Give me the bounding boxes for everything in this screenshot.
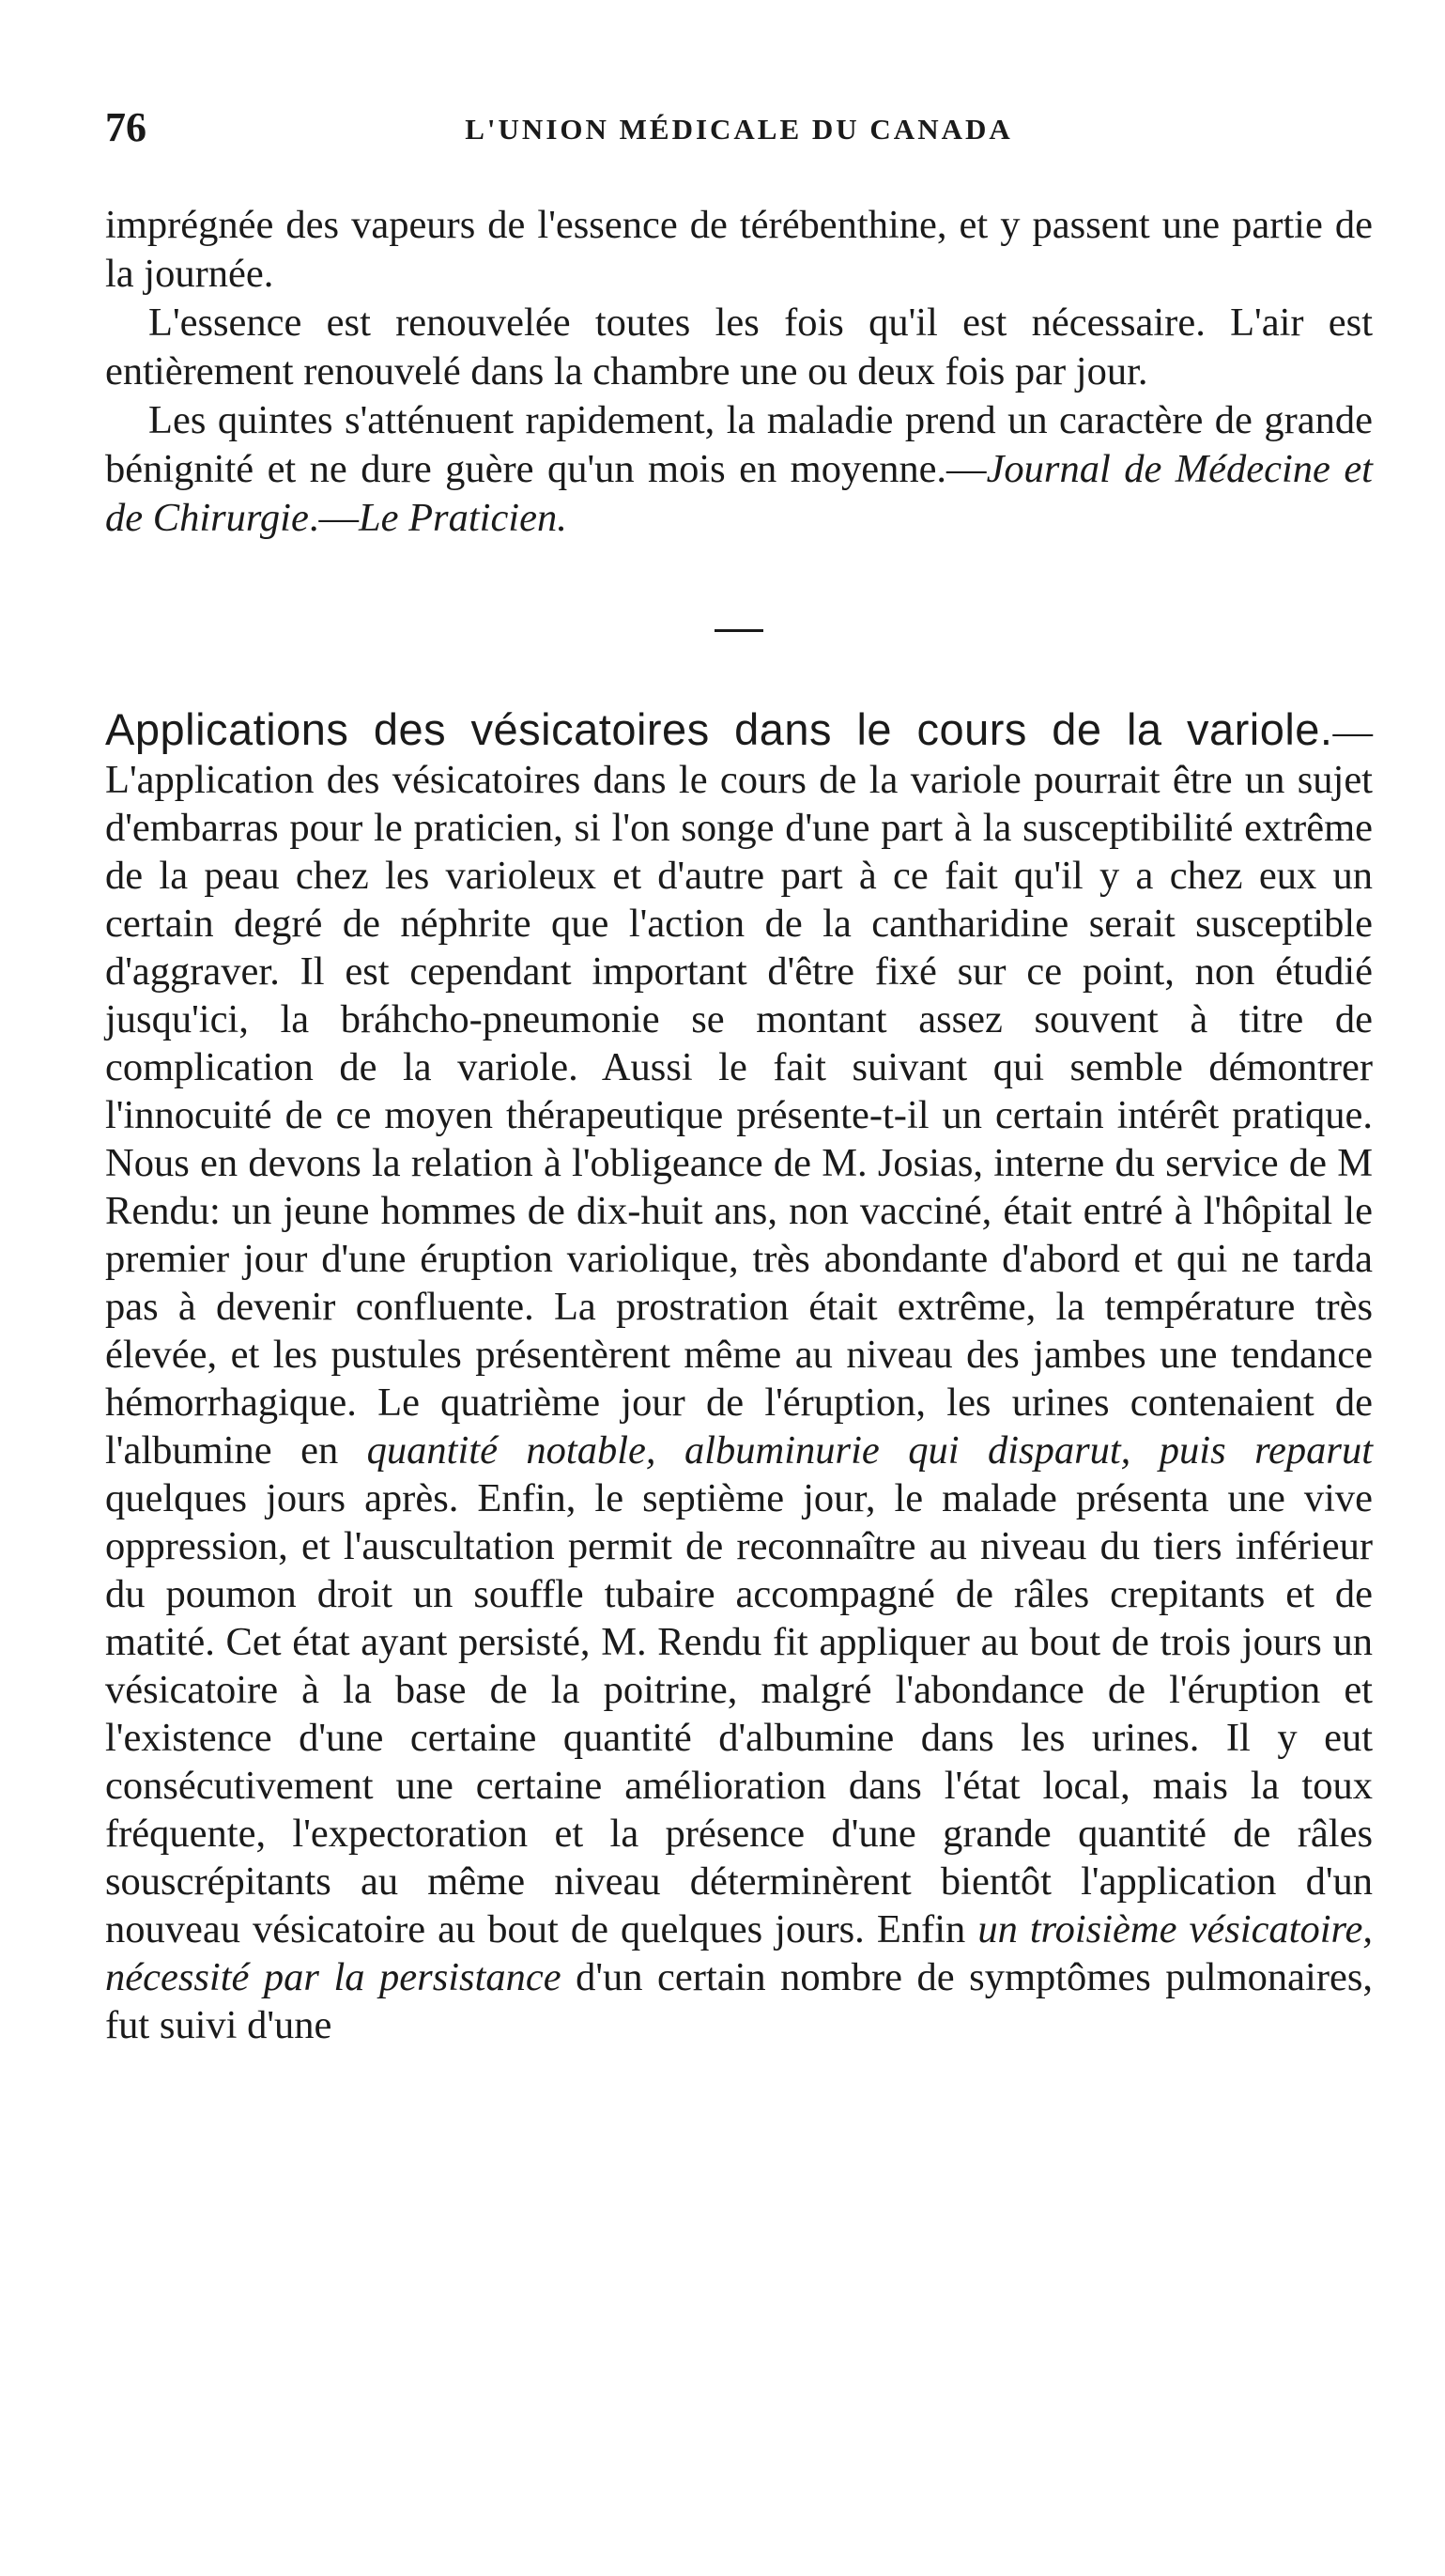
page-number: 76 bbox=[105, 104, 146, 150]
previous-article-ending bbox=[105, 201, 1373, 543]
journal-page bbox=[105, 103, 1373, 2049]
article-body bbox=[105, 705, 1373, 2049]
article-italic-text: un troisième vésicatoire, nécessité par la persistance bbox=[105, 1907, 1373, 1999]
source-citation: Le Praticien. bbox=[358, 496, 567, 540]
paragraph bbox=[105, 396, 1373, 543]
article-text: —L'application des vésicatoires dans le cours de la variole pourrait être un sujet d'embarras pour le praticien, si l'on songe d'une part à la susceptibilité extrême de la peau chez les varioleux et d'autre part à ce fait qu'il y a chez eux un certain degré de néphrite que l'action de la cantharidine serait susceptible d'aggraver. Il est cependant important d'être fixé sur ce point, non étudié jusqu'ici, la bráhcho-pneumonie se montant assez souvent à titre de complication de la variole. Aussi le fait suivant qui semble démontrer l'innocuité de ce moyen thérapeutique présente-t-il un certain intérêt pratique. Nous en devons la relation à l'obligeance de M. Josias, interne du service de M Rendu: un jeune hommes de dix-huit ans, non vacciné, était entré à l'hôpital le premier jour d'une éruption variolique, très abondante d'abord et qui ne tarda pas à devenir confluente. La prostration était extrême, la température très élevée, et les pustules présentèrent même au niveau des jambes une tendance hémorrhagique. Le quatrième jour de l'éruption, les urines contenaient de l'albumine en bbox=[105, 710, 1373, 1473]
section-separator bbox=[715, 629, 763, 632]
journal-title: L'UNION MÉDICALE DU CANADA bbox=[465, 113, 1013, 146]
article-text: d'un certain nombre de symptômes pulmonaires, fut suivi d'une bbox=[105, 1955, 1373, 2047]
article-heading: Applications des vésicatoires dans le cours de la variole. bbox=[105, 704, 1333, 754]
article-italic-text: quantité notable, albuminurie qui disparut, puis reparut bbox=[366, 1428, 1374, 1473]
citation-separator: .— bbox=[308, 496, 359, 540]
article-text: quelques jours après. Enfin, le septième jour, le malade présenta une vive oppression, et l'auscultation permit de reconnaître au niveau du tiers inférieur du poumon droit un souffle tubaire accompagné de râles crepitants et de matité. Cet état ayant persisté, M. Rendu fit appliquer au bout de trois jours un vésicatoire à la base de la poitrine, malgré l'abondance de l'éruption et l'existence d'une certaine quantité d'albumine dans les urines. Il y eut consécutivement une certaine amélioration dans l'état local, mais la toux fréquente, l'expectoration et la présence d'une grande quantité de râles souscrépitants au même niveau déterminèrent bientôt l'application d'un nouveau vésicatoire au bout de quelques jours. Enfin bbox=[105, 1476, 1373, 1951]
paragraph: L'essence est renouvelée toutes les fois qu'il est nécessaire. L'air est entièrement renouvelé dans la chambre une ou deux fois par jour. bbox=[105, 301, 1373, 393]
paragraph-text: Les quintes s'atténuent rapidement, la maladie prend un caractère de grande bénignité et ne dure guère qu'un mois en moyenne.— bbox=[105, 398, 1373, 491]
article bbox=[105, 705, 1373, 2049]
paragraph: imprégnée des vapeurs de l'essence de térébenthine, et y passent une partie de la journée. bbox=[105, 203, 1373, 296]
running-head bbox=[105, 103, 1373, 169]
source-citation: Journal de Médecine et de Chirurgie bbox=[105, 447, 1373, 540]
